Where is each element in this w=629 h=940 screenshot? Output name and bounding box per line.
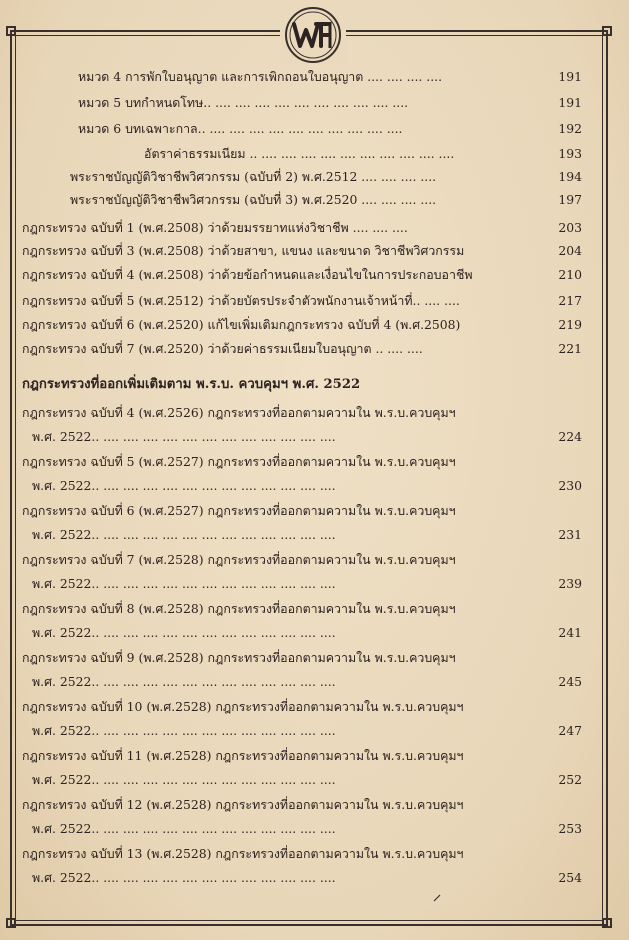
page-number: 245 <box>558 674 582 689</box>
entry-text: กฎกระทรวง ฉบับที่ 11 (พ.ศ.2528) กฎกระทรวงที่ออกตามความใน พ.ร.บ.ควบคุมฯ <box>22 748 464 763</box>
section-heading: กฎกระทรวงที่ออกเพิ่มเติมตาม พ.ร.บ. ควบคุมฯ พ.ศ. 2522 <box>22 377 361 392</box>
toc-entry <box>22 290 582 312</box>
entry-text: พระราชบัญญัติวิชาชีพวิศวกรรม (ฉบับที่ 3) พ.ศ.2520 .... .... .... .... <box>70 192 437 207</box>
entry-text: พ.ศ. 2522.. .... .... .... .... .... .... .... .... .... .... .... .... <box>32 429 336 444</box>
page-number: 221 <box>558 341 582 356</box>
regulation-entry-line2 <box>22 475 582 497</box>
entry-text: กฎกระทรวง ฉบับที่ 13 (พ.ศ.2528) กฎกระทรวงที่ออกตามความใน พ.ร.บ.ควบคุมฯ <box>22 846 464 861</box>
toc-entry <box>22 240 582 262</box>
entry-text: พระราชบัญญัติวิชาชีพวิศวกรรม (ฉบับที่ 2) พ.ศ.2512 .... .... .... .... <box>70 169 437 184</box>
page-number: 191 <box>558 69 582 84</box>
entry-text: พ.ศ. 2522.. .... .... .... .... .... .... .... .... .... .... .... .... <box>32 821 336 836</box>
page-number: 197 <box>558 192 582 207</box>
regulation-entry-line2 <box>22 720 582 742</box>
entry-text: หมวด 4 การพักใบอนุญาต และการเพิกถอนใบอนุญาต .... .... .... .... <box>78 69 443 84</box>
page-number: 239 <box>558 576 582 591</box>
entry-text: กฎกระทรวง ฉบับที่ 1 (พ.ศ.2508) ว่าด้วยมรรยาทแห่งวิชาชีพ .... .... .... <box>22 220 408 235</box>
regulation-entry-line2 <box>22 426 582 448</box>
page-number: 224 <box>558 429 582 444</box>
regulation-entry-line2 <box>22 867 582 889</box>
entry-text: กฎกระทรวง ฉบับที่ 12 (พ.ศ.2528) กฎกระทรวงที่ออกตามความใน พ.ร.บ.ควบคุมฯ <box>22 797 464 812</box>
entry-text: กฎกระทรวง ฉบับที่ 4 (พ.ศ.2526) กฎกระทรวงที่ออกตามความใน พ.ร.บ.ควบคุมฯ <box>22 405 456 420</box>
regulation-entry-line1 <box>22 500 582 522</box>
entry-text: พ.ศ. 2522.. .... .... .... .... .... .... .... .... .... .... .... .... <box>32 527 336 542</box>
entry-text: หมวด 5 บทกำหนดโทษ.. .... .... .... .... .... .... .... .... .... .... <box>78 95 409 110</box>
regulation-entry-line2 <box>22 769 582 791</box>
page-number: 217 <box>558 293 582 308</box>
page-number: 252 <box>558 772 582 787</box>
page-number: 191 <box>558 95 582 110</box>
entry-text: กฎกระทรวง ฉบับที่ 7 (พ.ศ.2528) กฎกระทรวงที่ออกตามความใน พ.ร.บ.ควบคุมฯ <box>22 552 456 567</box>
entry-text: อัตราค่าธรรมเนียม .. .... .... .... .... .... .... .... .... .... .... <box>144 146 455 161</box>
entry-text: หมวด 6 บทเฉพาะกาล.. .... .... .... .... .... .... .... .... .... .... <box>78 121 403 136</box>
regulation-entry-line2 <box>22 671 582 693</box>
entry-text: กฎกระทรวง ฉบับที่ 9 (พ.ศ.2528) กฎกระทรวงที่ออกตามความใน พ.ร.บ.ควบคุมฯ <box>22 650 456 665</box>
page-number: 230 <box>558 478 582 493</box>
page-number: 203 <box>558 220 582 235</box>
entry-text: กฎกระทรวง ฉบับที่ 4 (พ.ศ.2508) ว่าด้วยข้อกำหนดและเงื่อนไขในการประกอบอาชีพ <box>22 267 473 282</box>
regulation-entry-line1 <box>22 402 582 424</box>
entry-text: กฎกระทรวง ฉบับที่ 10 (พ.ศ.2528) กฎกระทรวงที่ออกตามความใน พ.ร.บ.ควบคุมฯ <box>22 699 464 714</box>
page-number: 219 <box>558 317 582 332</box>
entry-text: กฎกระทรวง ฉบับที่ 6 (พ.ศ.2527) กฎกระทรวงที่ออกตามความใน พ.ร.บ.ควบคุมฯ <box>22 503 456 518</box>
page-number: 247 <box>558 723 582 738</box>
regulation-entry-line1 <box>22 451 582 473</box>
entry-text: กฎกระทรวง ฉบับที่ 5 (พ.ศ.2512) ว่าด้วยบัตรประจำตัวพนักงานเจ้าหน้าที่.. .... .... <box>22 293 460 308</box>
page-number: 204 <box>558 243 582 258</box>
toc-entry <box>22 166 582 188</box>
toc-entry <box>22 92 582 114</box>
page-number: 254 <box>558 870 582 885</box>
toc-entry <box>22 66 582 88</box>
ink-mark <box>432 893 442 903</box>
page-number: 210 <box>558 267 582 282</box>
toc-entry <box>22 314 582 336</box>
toc-entry <box>22 143 582 165</box>
regulation-entry-line1 <box>22 696 582 718</box>
regulation-entry-line1 <box>22 843 582 865</box>
entry-text: พ.ศ. 2522.. .... .... .... .... .... .... .... .... .... .... .... .... <box>32 870 336 885</box>
regulation-entry-line1 <box>22 647 582 669</box>
entry-text: พ.ศ. 2522.. .... .... .... .... .... .... .... .... .... .... .... .... <box>32 723 336 738</box>
entry-text: กฎกระทรวง ฉบับที่ 8 (พ.ศ.2528) กฎกระทรวงที่ออกตามความใน พ.ร.บ.ควบคุมฯ <box>22 601 456 616</box>
regulation-entry-line1 <box>22 794 582 816</box>
entry-text: กฎกระทรวง ฉบับที่ 7 (พ.ศ.2520) ว่าด้วยค่าธรรมเนียมใบอนุญาต .. .... .... <box>22 341 423 356</box>
page-number: 193 <box>558 146 582 161</box>
page-number: 241 <box>558 625 582 640</box>
toc-entry <box>22 217 582 239</box>
regulation-entry-line2 <box>22 622 582 644</box>
entry-text: กฎกระทรวง ฉบับที่ 6 (พ.ศ.2520) แก้ไขเพิ่มเติมกฎกระทรวง ฉบับที่ 4 (พ.ศ.2508) <box>22 317 461 332</box>
entry-text: พ.ศ. 2522.. .... .... .... .... .... .... .... .... .... .... .... .... <box>32 576 336 591</box>
toc-entry <box>22 338 582 360</box>
regulation-entry-line1 <box>22 549 582 571</box>
regulation-entry-line2 <box>22 524 582 546</box>
toc-entry <box>22 118 582 140</box>
entry-text: กฎกระทรวง ฉบับที่ 5 (พ.ศ.2527) กฎกระทรวงที่ออกตามความใน พ.ร.บ.ควบคุมฯ <box>22 454 456 469</box>
page-number: 231 <box>558 527 582 542</box>
toc-entry <box>22 189 582 211</box>
regulation-entry-line1 <box>22 598 582 620</box>
entry-text: กฎกระทรวง ฉบับที่ 3 (พ.ศ.2508) ว่าด้วยสาขา, แขนง และขนาด วิชาชีพวิศวกรรม <box>22 243 465 258</box>
regulation-entry-line1 <box>22 745 582 767</box>
page-number: 192 <box>558 121 582 136</box>
regulation-entry-line2 <box>22 818 582 840</box>
regulation-entry-line2 <box>22 573 582 595</box>
page-number: 194 <box>558 169 582 184</box>
page-number: 253 <box>558 821 582 836</box>
toc-entry <box>22 264 582 286</box>
entry-text: พ.ศ. 2522.. .... .... .... .... .... .... .... .... .... .... .... .... <box>32 674 336 689</box>
entry-text: พ.ศ. 2522.. .... .... .... .... .... .... .... .... .... .... .... .... <box>32 478 336 493</box>
entry-text: พ.ศ. 2522.. .... .... .... .... .... .... .... .... .... .... .... .... <box>32 625 336 640</box>
entry-text: พ.ศ. 2522.. .... .... .... .... .... .... .... .... .... .... .... .... <box>32 772 336 787</box>
